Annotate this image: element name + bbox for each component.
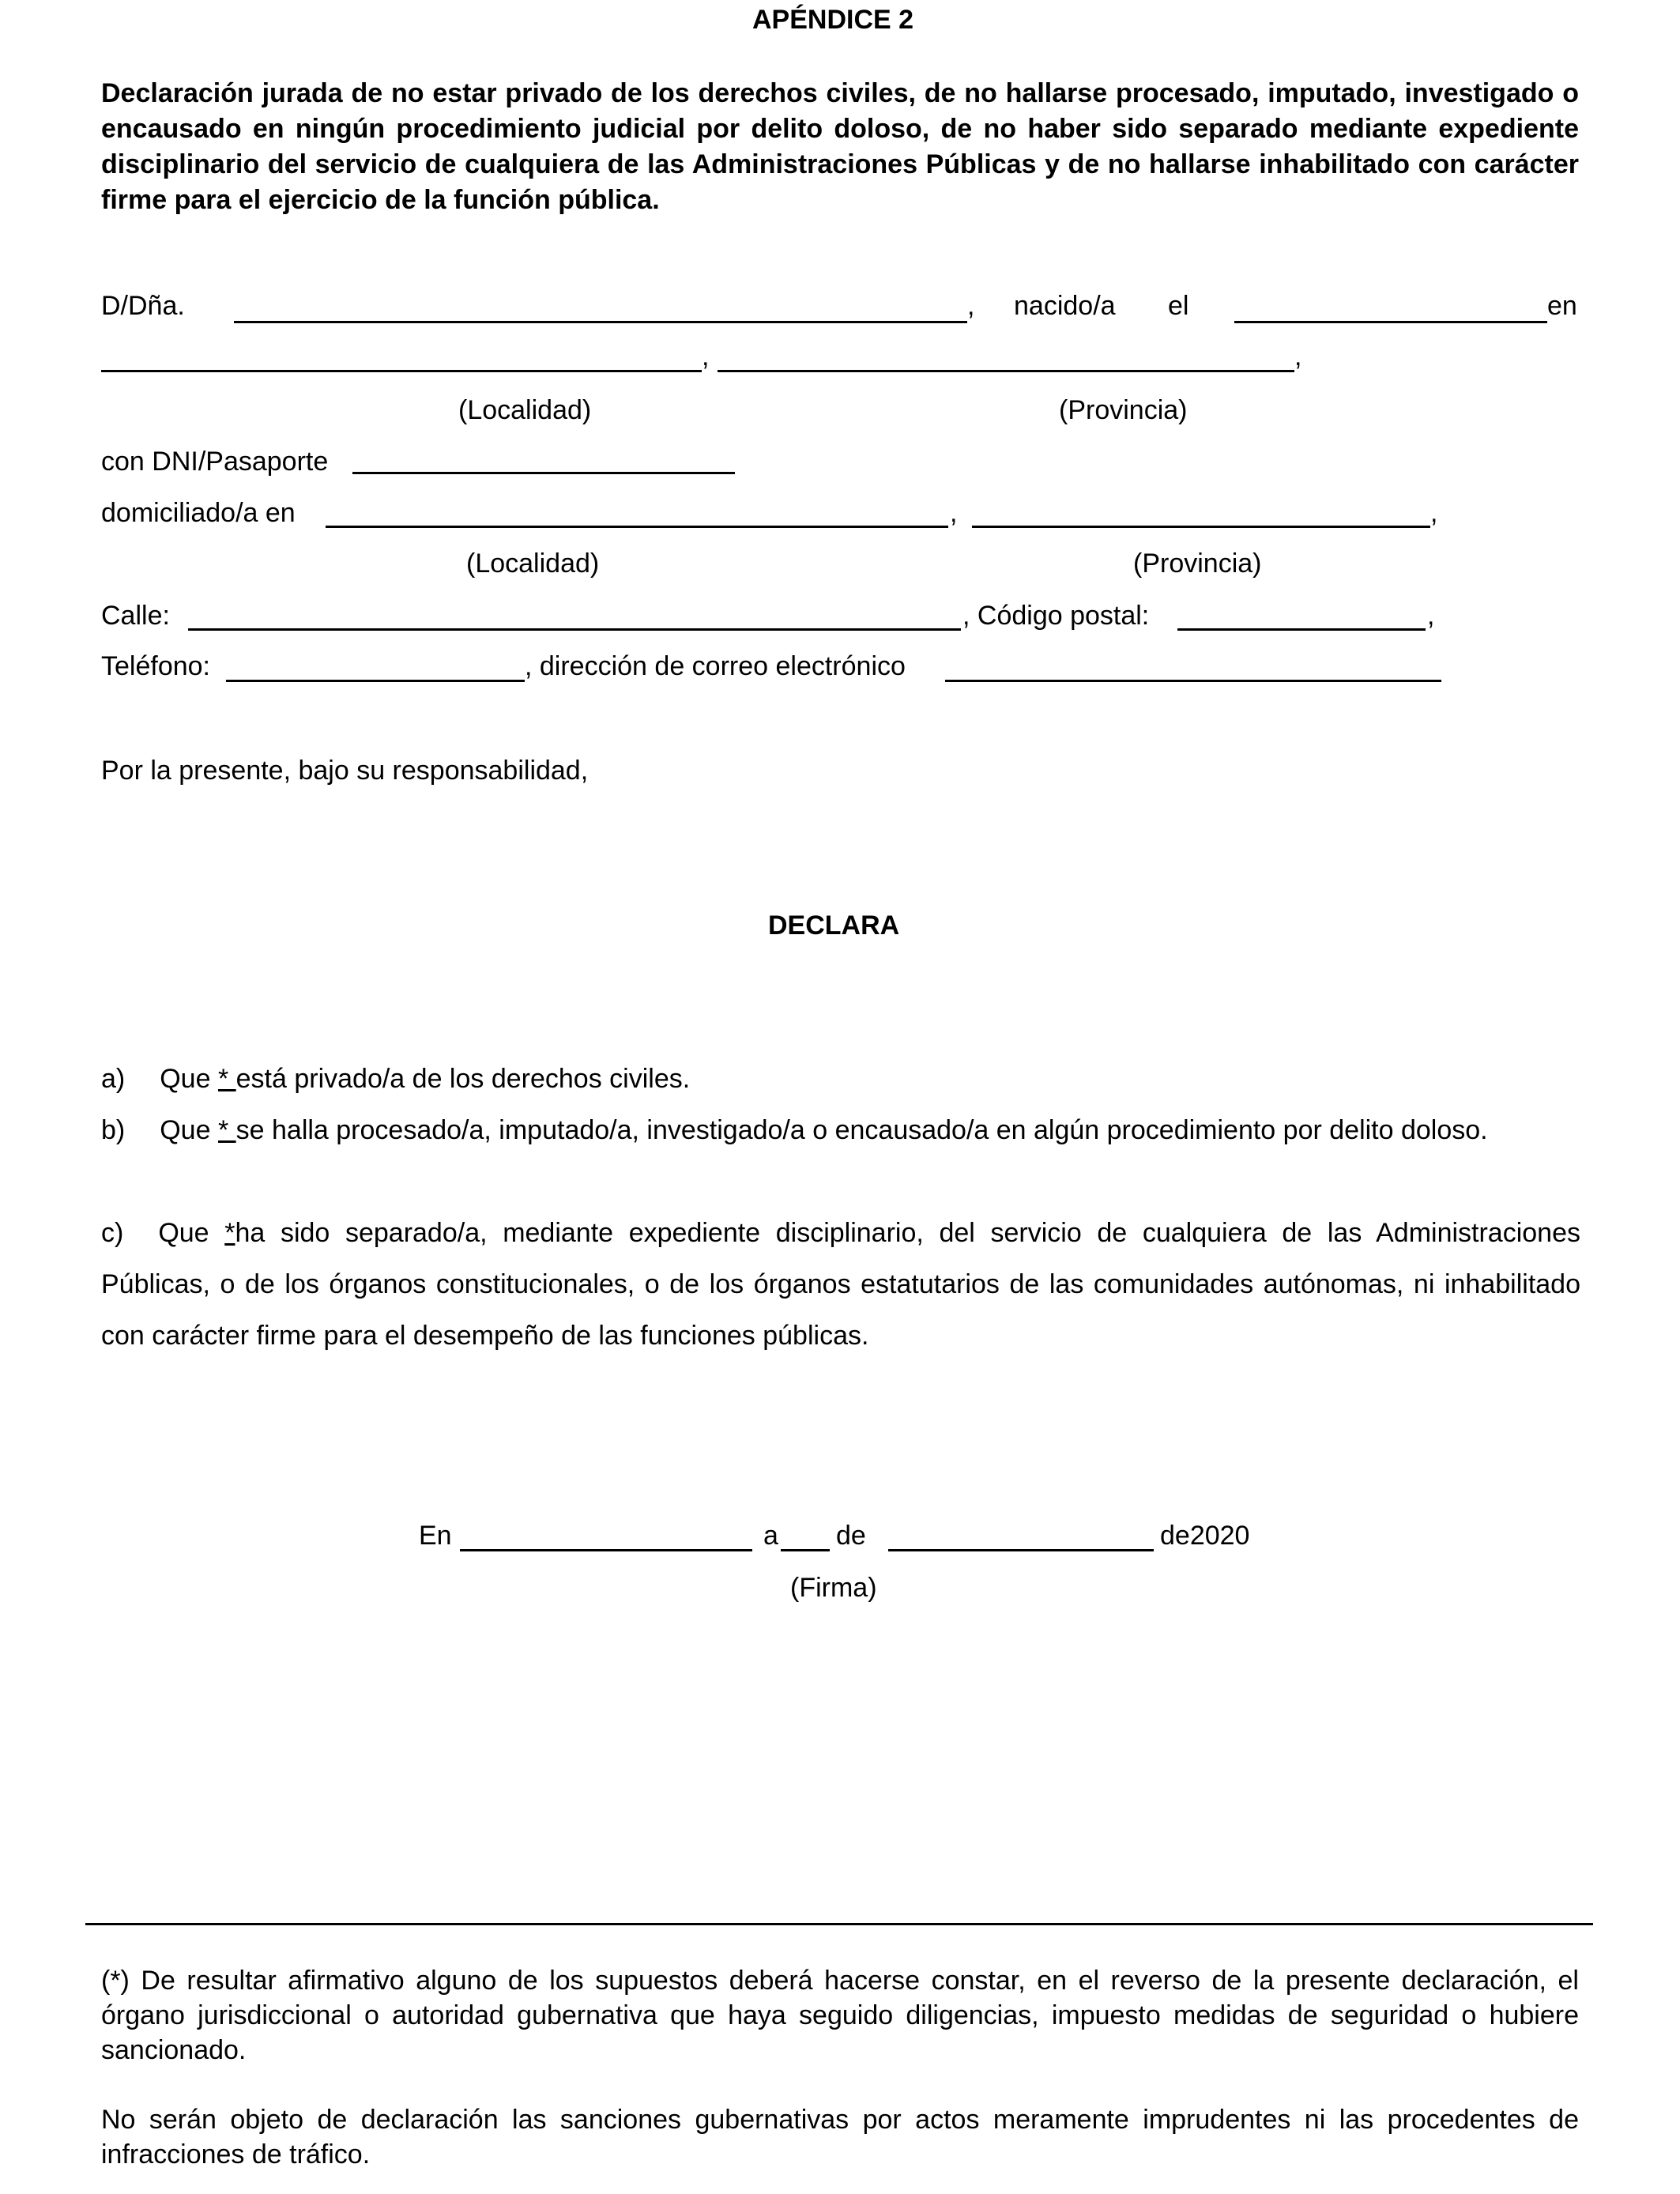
- birth-date-field[interactable]: [1234, 321, 1547, 323]
- item-text: ha sido separado/a, mediante expediente disciplinario, del servicio de cualquiera de las Administraciones Públicas, o de los órganos constitucionales, o de los órganos estatutarios de las comunidades autónomas, ni inhabilitado con carácter firme para el desempeño de las funciones públicas.: [101, 1218, 1580, 1351]
- intro-text: Por la presente, bajo su responsabilidad,: [101, 756, 589, 786]
- item-text: está privado/a de los derechos civiles.: [235, 1064, 691, 1094]
- asterisk-mark[interactable]: *: [217, 1115, 236, 1145]
- month-label: de: [836, 1521, 866, 1551]
- day-label: a: [763, 1521, 778, 1551]
- dni-field[interactable]: [352, 472, 735, 474]
- name-label: D/Dña.: [101, 291, 185, 321]
- item-letter: c): [101, 1218, 124, 1248]
- item-que: Que: [158, 1218, 225, 1248]
- el-label: el: [1168, 291, 1189, 321]
- comma: ,: [1430, 498, 1438, 528]
- place-label: En: [419, 1521, 452, 1551]
- item-a: [101, 1054, 1580, 1105]
- email-label: , dirección de correo electrónico: [525, 651, 906, 681]
- item-que: Que: [160, 1064, 218, 1094]
- declaration-heading: Declaración jurada de no estar privado de los derechos civiles, de no hallarse procesado, imputado, investigado o encausado en ningún procedimiento judicial por delito doloso, de no haber sido separado mediante expediente disciplinario del servicio de cualquiera de las Administraciones Públicas y de no hallarse inhabilitado con carácter firme para el ejercicio de la función pública.: [101, 78, 1579, 215]
- signature-caption: (Firma): [790, 1573, 877, 1603]
- street-label: Calle:: [101, 601, 170, 631]
- provincia-caption: (Provincia): [1133, 548, 1262, 579]
- en-label: en: [1547, 291, 1577, 321]
- comma: ,: [1294, 341, 1302, 371]
- comma: ,: [1427, 601, 1435, 631]
- dni-label: con DNI/Pasaporte: [101, 447, 329, 477]
- comma: ,: [950, 498, 958, 528]
- domicile-province-field[interactable]: [972, 526, 1430, 528]
- postal-code-field[interactable]: [1177, 628, 1426, 631]
- footnote-2: No serán objeto de declaración las sanciones gubernativas por actos meramente imprudentes ni las procedentes de infracciones de tráfico.: [101, 2105, 1579, 2169]
- comma: ,: [702, 341, 710, 371]
- born-label: nacido/a: [1014, 291, 1116, 321]
- phone-field[interactable]: [226, 680, 525, 682]
- email-field[interactable]: [945, 680, 1441, 682]
- domicile-label: domiciliado/a en: [101, 498, 296, 528]
- name-field[interactable]: [234, 321, 967, 323]
- item-b: [101, 1105, 1580, 1156]
- asterisk-mark[interactable]: *: [217, 1064, 236, 1094]
- document-title: APÉNDICE 2: [752, 5, 914, 35]
- month-field[interactable]: [888, 1549, 1154, 1551]
- provincia-caption: (Provincia): [1059, 395, 1188, 425]
- place-field[interactable]: [460, 1549, 752, 1551]
- year-label: de2020: [1160, 1521, 1250, 1551]
- day-field[interactable]: [781, 1549, 830, 1551]
- item-text: se halla procesado/a, imputado/a, investigado/a o encausado/a en algún procedimiento por delito doloso.: [235, 1115, 1488, 1145]
- street-field[interactable]: [188, 628, 961, 631]
- domicile-locality-field[interactable]: [326, 526, 948, 528]
- item-letter: a): [101, 1064, 126, 1094]
- postal-label: , Código postal:: [962, 601, 1150, 631]
- birth-province-field[interactable]: [718, 370, 1294, 372]
- item-c: [101, 1208, 1580, 1362]
- item-que: Que: [160, 1115, 218, 1145]
- footnote-1: (*) De resultar afirmativo alguno de los supuestos deberá hacerse constar, en el reverso de la presente declaración, el órgano jurisdiccional o autoridad gubernativa que haya seguido diligencias, impuesto medidas de seguridad o hubiere sancionado.: [101, 1966, 1579, 2065]
- item-letter: b): [101, 1115, 126, 1145]
- localidad-caption: (Localidad): [466, 548, 600, 579]
- localidad-caption: (Localidad): [458, 395, 592, 425]
- asterisk-mark[interactable]: *: [224, 1218, 235, 1248]
- phone-label: Teléfono:: [101, 651, 210, 681]
- comma: ,: [967, 291, 975, 321]
- footnote-divider: [85, 1923, 1593, 1925]
- birth-locality-field[interactable]: [101, 370, 702, 372]
- declara-heading: DECLARA: [768, 910, 900, 941]
